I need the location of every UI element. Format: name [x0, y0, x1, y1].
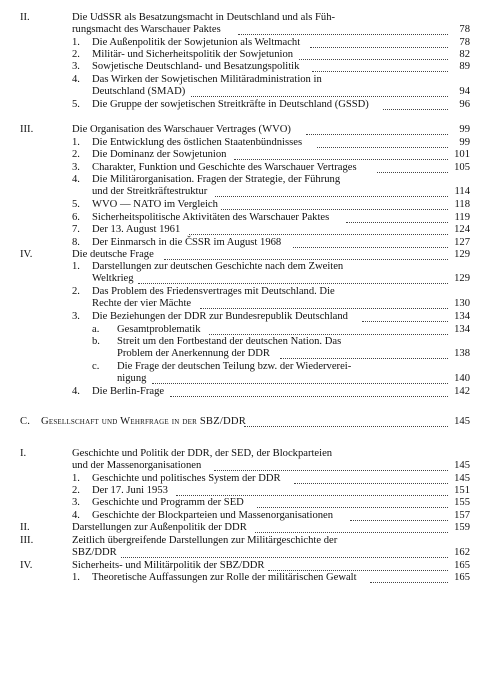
toc-entry-title: Rechte der vier Mächte: [92, 298, 192, 310]
toc-entry-page: 99: [459, 137, 470, 148]
toc-entry-page: 162: [454, 547, 470, 559]
toc-entry-title: WVO — NATO im Vergleich: [92, 199, 218, 210]
toc-entry: [0, 361, 483, 386]
toc-entry-number: I.: [20, 448, 27, 459]
dot-leader: [234, 158, 448, 160]
dot-leader: [191, 95, 448, 97]
toc-entry-number: c.: [92, 361, 100, 372]
toc-entry-page: 138: [454, 348, 470, 360]
toc-entry-title: Der 17. Juni 1953: [92, 485, 168, 496]
toc-entry: [0, 224, 483, 236]
toc-entry-title: Die Gruppe der sowjetischen Streitkräfte in Deutschland (GSSD): [92, 99, 369, 110]
toc-entry-page: 159: [454, 522, 470, 533]
toc-entry-number: 4.: [72, 510, 80, 521]
dot-leader: [294, 482, 448, 484]
dot-leader: [346, 221, 448, 223]
toc-entry-page: 89: [459, 61, 470, 72]
toc-entry-number: 2.: [72, 149, 80, 160]
toc-entry-title: Die Dominanz der Sowjetunion: [92, 149, 227, 160]
toc-entry-number: 2.: [72, 485, 80, 496]
toc-entry-title: Die Militärorganisation. Fragen der Strategie, der Führung: [92, 174, 341, 185]
toc-entry-number: II.: [20, 12, 30, 23]
toc-entry-number: 3.: [72, 61, 80, 72]
toc-entry-page: 165: [454, 572, 470, 583]
toc-entry: [0, 572, 483, 584]
toc-entry-number: 3.: [72, 311, 80, 322]
dot-leader: [268, 569, 448, 571]
toc-entry-title: Zeitlich übergreifende Darstellungen zur Militärgeschichte der: [72, 535, 338, 546]
toc-entry-page: 134: [454, 311, 470, 322]
toc-entry-page: 145: [454, 460, 470, 472]
toc-entry-title: Das Wirken der Sowjetischen Militäradministration in: [92, 74, 322, 85]
toc-entry-title: rungsmacht des Warschauer Paktes: [72, 24, 221, 36]
toc-entry-title: Deutschland (SMAD): [92, 86, 186, 98]
toc-entry-number: 5.: [72, 199, 80, 210]
toc-entry: [0, 386, 483, 398]
toc-entry: [0, 162, 483, 174]
toc-entry: [0, 485, 483, 497]
toc-entry-page: 114: [454, 186, 470, 198]
toc-entry-title: SBZ/DDR: [72, 547, 117, 559]
toc-entry-title: Die Außenpolitik der Sowjetunion als Weltmacht: [92, 37, 301, 48]
toc-entry: [0, 510, 483, 522]
toc-entry: [0, 336, 483, 361]
toc-entry-title: Der 13. August 1961: [92, 224, 181, 235]
toc-entry-number: IV.: [20, 249, 33, 260]
toc-entry-page: 119: [454, 212, 470, 223]
toc-entry-number: 1.: [72, 473, 80, 484]
toc-entry-title: Die Organisation des Warschauer Vertrages (WVO): [72, 124, 291, 135]
toc-entry-number: 1.: [72, 37, 80, 48]
toc-entry: [0, 99, 483, 111]
toc-entry-number: 1.: [72, 572, 80, 583]
toc-entry-number: 3.: [72, 497, 80, 508]
toc-entry-number: 4.: [72, 174, 80, 185]
toc-entry: [0, 212, 483, 224]
toc-entry-page: 78: [459, 37, 470, 48]
toc-entry-number: C.: [20, 416, 31, 427]
dot-leader: [164, 258, 448, 260]
dot-leader: [221, 208, 448, 210]
dot-leader: [238, 33, 448, 35]
dot-leader: [350, 519, 448, 521]
toc-entry: [0, 12, 483, 37]
toc-entry-title: nigung: [117, 373, 147, 385]
toc-entry: [0, 286, 483, 311]
toc-entry-title: Sicherheitspolitische Aktivitäten des Warschauer Paktes: [92, 212, 330, 223]
toc-entry-number: 2.: [72, 286, 80, 297]
dot-leader: [280, 357, 448, 359]
toc-entry: [0, 560, 483, 572]
toc-entry-title: Die UdSSR als Besatzungsmacht in Deutschland und als Füh-: [72, 12, 336, 23]
toc-entry: [0, 473, 483, 485]
toc-entry: [0, 174, 483, 199]
toc-entry-number: III.: [20, 124, 34, 135]
toc-entry-page: 151: [454, 485, 470, 496]
toc-entry-page: 82: [459, 49, 470, 60]
dot-leader: [152, 382, 448, 384]
dot-leader: [377, 171, 448, 173]
toc-entry-page: 127: [454, 237, 470, 248]
dot-leader: [200, 307, 448, 309]
toc-entry: [0, 416, 483, 428]
toc-entry-title: Der Einmarsch in die ČSSR im August 1968: [92, 237, 282, 248]
toc-entry-title: Die deutsche Frage: [72, 249, 154, 260]
toc-entry-page: 99: [459, 124, 470, 135]
toc-entry-title: Sowjetische Deutschland- und Besatzungspolitik: [92, 61, 300, 72]
toc-entry-number: III.: [20, 535, 34, 546]
toc-entry-title: Problem der Anerkennung der DDR: [117, 348, 270, 360]
dot-leader: [257, 506, 448, 508]
toc-entry: [0, 149, 483, 161]
dot-leader: [362, 320, 448, 322]
toc-entry-title: und der Streitkräftestruktur: [92, 186, 208, 198]
toc-entry-title: Die Beziehungen der DDR zur Bundesrepublik Deutschland: [92, 311, 348, 322]
toc-entry: [0, 522, 483, 534]
dot-leader: [244, 425, 448, 427]
toc-entry-number: 5.: [72, 99, 80, 110]
toc-entry-page: 94: [459, 86, 470, 98]
toc-entry-title: Die Frage der deutschen Teilung bzw. der Wiederverei-: [117, 361, 352, 372]
dot-leader: [176, 494, 448, 496]
dot-leader: [255, 531, 448, 533]
toc-entry-page: 78: [459, 24, 470, 36]
toc-entry: [0, 61, 483, 73]
toc-entry: [0, 237, 483, 249]
toc-entry: [0, 311, 483, 323]
toc-entry: [0, 49, 483, 61]
toc-entry-number: 3.: [72, 162, 80, 173]
toc-entry-title: Charakter, Funktion und Geschichte des Warschauer Vertrages: [92, 162, 357, 173]
toc-entry-title: Darstellungen zur Außenpolitik der DDR: [72, 522, 247, 533]
dot-leader: [138, 282, 448, 284]
toc-entry-number: a.: [92, 324, 100, 335]
toc-entry-title: Die Berlin-Frage: [92, 386, 165, 397]
dot-leader: [215, 195, 448, 197]
dot-leader: [383, 108, 448, 110]
toc-entry: [0, 199, 483, 211]
toc-entry-number: 4.: [72, 74, 80, 85]
dot-leader: [310, 46, 448, 48]
toc-entry-page: 145: [454, 416, 470, 427]
toc-entry-page: 101: [454, 149, 470, 160]
toc-entry-page: 157: [454, 510, 470, 521]
toc-entry-title: Geschichte der Blockparteien und Massenorganisationen: [92, 510, 334, 521]
toc-entry-title: Streit um den Fortbestand der deutschen Nation. Das: [117, 336, 342, 347]
dot-leader: [214, 469, 448, 471]
toc-entry-page: 129: [454, 249, 470, 260]
toc-entry-number: 1.: [72, 261, 80, 272]
dot-leader: [170, 395, 448, 397]
toc-entry-page: 118: [454, 199, 470, 210]
toc-entry-number: 1.: [72, 137, 80, 148]
toc-entry-page: 96: [459, 99, 470, 110]
toc-entry: [0, 448, 483, 473]
dot-leader: [299, 58, 448, 60]
toc-entry-page: 130: [454, 298, 470, 310]
toc-entry-page: 105: [454, 162, 470, 173]
toc-entry: [0, 261, 483, 286]
toc-entry-number: b.: [92, 336, 100, 347]
dot-leader: [306, 133, 448, 135]
toc-entry: [0, 124, 483, 136]
dot-leader: [312, 70, 448, 72]
dot-leader: [209, 333, 448, 335]
toc-entry-page: 129: [454, 273, 470, 285]
toc-entry-title: Das Problem des Friedensvertrages mit Deutschland. Die: [92, 286, 335, 297]
dot-leader: [293, 246, 448, 248]
dot-leader: [121, 556, 448, 558]
toc-entry-title: Gesamtproblematik: [117, 324, 201, 335]
toc-entry: [0, 37, 483, 49]
toc-entry-title: Militär- und Sicherheitspolitik der Sowjetunion: [92, 49, 294, 60]
toc-entry: [0, 497, 483, 509]
toc-entry-title: Weltkrieg: [92, 273, 134, 285]
toc-entry-title: Gesellschaft und Wehrfrage in der SBZ/DDR: [41, 416, 246, 427]
toc-entry-number: 6.: [72, 212, 80, 223]
toc-entry-title: Darstellungen zur deutschen Geschichte nach dem Zweiten: [92, 261, 344, 272]
toc-entry: [0, 324, 483, 336]
toc-entry-title: Sicherheits- und Militärpolitik der SBZ/DDR: [72, 560, 265, 571]
toc-entry-title: Theoretische Auffassungen zur Rolle der militärischen Gewalt: [92, 572, 357, 583]
toc-entry-page: 145: [454, 473, 470, 484]
dot-leader: [189, 233, 448, 235]
toc-entry-number: 8.: [72, 237, 80, 248]
toc-entry-number: 4.: [72, 386, 80, 397]
toc-entry-page: 140: [454, 373, 470, 385]
toc-entry-number: 2.: [72, 49, 80, 60]
toc-entry-title: und der Massenorganisationen: [72, 460, 202, 472]
toc-entry-title: Geschichte und politisches System der DDR: [92, 473, 281, 484]
toc-entry-title: Geschichte und Programm der SED: [92, 497, 244, 508]
toc-entry: [0, 535, 483, 560]
dot-leader: [370, 581, 448, 583]
toc-entry-page: 134: [454, 324, 470, 335]
toc-entry-page: 155: [454, 497, 470, 508]
toc-entry-title: Geschichte und Politik der DDR, der SED, der Blockparteien: [72, 448, 333, 459]
toc-entry-number: II.: [20, 522, 30, 533]
toc-entry-page: 124: [454, 224, 470, 235]
toc-entry-number: IV.: [20, 560, 33, 571]
dot-leader: [317, 146, 448, 148]
toc-entry-number: 7.: [72, 224, 80, 235]
toc-entry: [0, 249, 483, 261]
toc-entry-page: 142: [454, 386, 470, 397]
toc-entry-page: 165: [454, 560, 470, 571]
toc-entry: [0, 74, 483, 99]
toc-entry-title: Die Entwicklung des östlichen Staatenbündnisses: [92, 137, 303, 148]
toc-entry: [0, 137, 483, 149]
